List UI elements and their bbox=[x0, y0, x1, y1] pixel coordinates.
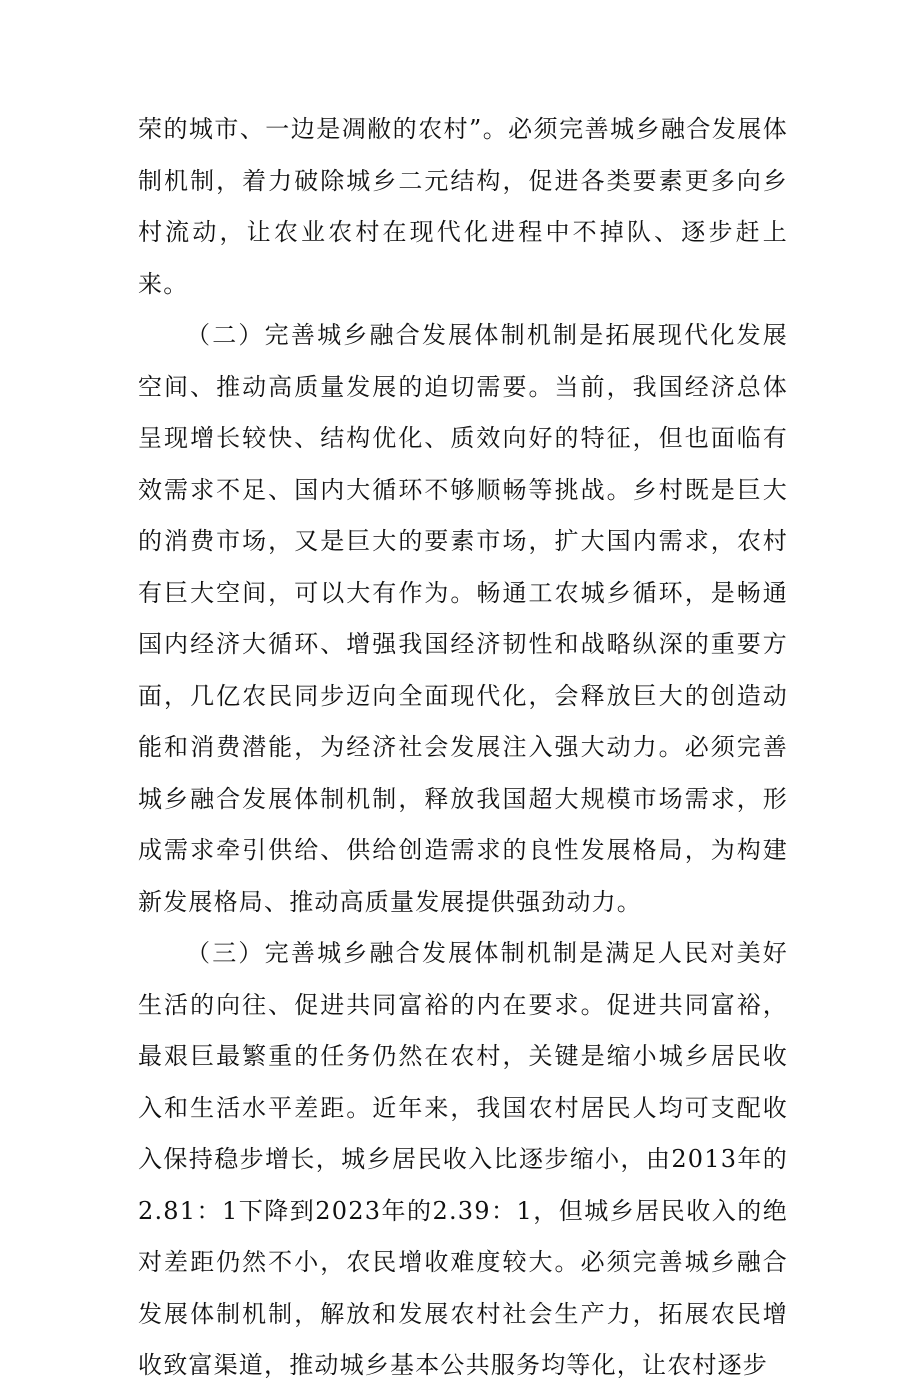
paragraph-continuation: 荣的城市、一边是凋敝的农村”。必须完善城乡融合发展体制机制，着力破除城乡二元结构，促进各类要素更多向乡村流动，让农业农村在现代化进程中不掉队、逐步赶上来。 bbox=[138, 115, 788, 298]
paragraph-section-three: （三）完善城乡融合发展体制机制是满足人民对美好生活的向往、促进共同富裕的内在要求。促进共同富裕，最艰巨最繁重的任务仍然在农村，关键是缩小城乡居民收入和生活水平差距。近年来，我国农村居民人均可支配收入保持稳步增长，城乡居民收入比逐步缩小，由2013年的2.81：1下降到2023年的2.39：1，但城乡居民收入的绝对差距仍然不小，农民增收难度较大。必须完善城乡融合发展体制机制，解放和发展农村社会生产力，拓展农民增收致富渠道，推动城乡基本公共服务均等化，让农村逐步 bbox=[138, 939, 788, 1379]
document-body bbox=[138, 104, 788, 1392]
paragraph-section-two: （二）完善城乡融合发展体制机制是拓展现代化发展空间、推动高质量发展的迫切需要。当前，我国经济总体呈现增长较快、结构优化、质效向好的特征，但也面临有效需求不足、国内大循环不够顺畅等挑战。乡村既是巨大的消费市场，又是巨大的要素市场，扩大国内需求，农村有巨大空间，可以大有作为。畅通工农城乡循环，是畅通国内经济大循环、增强我国经济韧性和战略纵深的重要方面，几亿农民同步迈向全面现代化，会释放巨大的创造动能和消费潜能，为经济社会发展注入强大动力。必须完善城乡融合发展体制机制，释放我国超大规模市场需求，形成需求牵引供给、供给创造需求的良性发展格局，为构建新发展格局、推动高质量发展提供强劲动力。 bbox=[138, 321, 788, 916]
